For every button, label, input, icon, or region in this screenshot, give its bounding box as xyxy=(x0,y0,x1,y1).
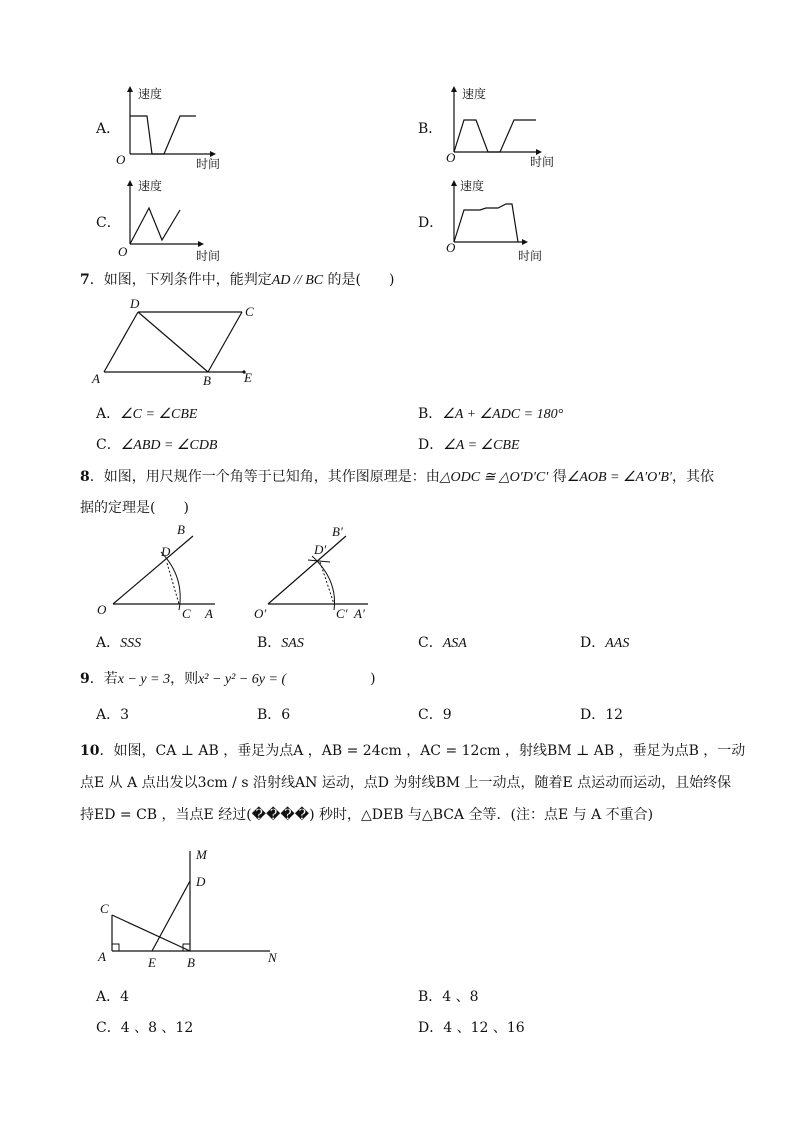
label-e: E xyxy=(244,370,252,385)
speed-time-graph-a xyxy=(112,84,242,174)
label-a: A xyxy=(98,949,106,964)
option-letter: C． xyxy=(96,437,121,453)
stem-triangles: △ODC ≅ △O′D′C′ xyxy=(439,470,549,485)
option-text: ∠ABD = ∠CDB xyxy=(120,438,218,453)
option-c[interactable] xyxy=(96,1019,193,1037)
option-letter: A． xyxy=(96,707,121,723)
option-letter: A． xyxy=(96,989,121,1005)
option-d[interactable] xyxy=(418,436,520,455)
label-b: B xyxy=(203,373,211,388)
q9-stem xyxy=(80,670,376,689)
label-m: M xyxy=(196,847,207,862)
stem-expression: x² − y² − 6y = ( xyxy=(198,672,287,687)
stem-text: ．如图，下列条件中，能判定 xyxy=(89,272,272,288)
y-axis-label: 速度 xyxy=(462,87,487,101)
option-letter: D． xyxy=(418,437,444,453)
q8-figure-copied-angle xyxy=(250,522,390,622)
option-d[interactable] xyxy=(580,706,623,724)
q7-stem xyxy=(80,271,394,290)
q8-stem-line1 xyxy=(80,468,714,487)
option-b[interactable] xyxy=(418,988,479,1006)
option-letter: D． xyxy=(418,215,444,231)
stem-angle-equation: ∠AOB = ∠A′O′B′ xyxy=(566,470,672,485)
option-text: SAS xyxy=(281,636,304,651)
y-axis-label: 速度 xyxy=(138,179,163,193)
option-b[interactable] xyxy=(257,706,290,724)
stem-blank: ) xyxy=(286,671,376,687)
option-letter: D． xyxy=(580,707,606,723)
option-letter: D． xyxy=(580,635,606,651)
option-a[interactable] xyxy=(96,405,197,424)
option-letter: C． xyxy=(96,1020,121,1036)
x-axis-label: 时间 xyxy=(196,249,221,263)
label-o-prime: O′ xyxy=(254,606,267,621)
q7-figure xyxy=(90,298,270,388)
option-text: ∠C = ∠CBE xyxy=(120,407,198,422)
origin-label: O xyxy=(116,152,126,167)
speed-time-graph-d xyxy=(436,178,566,268)
option-letter: A． xyxy=(96,121,121,137)
option-letter: D． xyxy=(418,1020,444,1036)
option-letter: A． xyxy=(96,635,121,651)
option-d[interactable] xyxy=(580,634,629,653)
label-a: A xyxy=(205,606,213,621)
label-d: D xyxy=(161,544,171,559)
option-c[interactable] xyxy=(418,706,452,724)
option-b[interactable] xyxy=(418,405,563,424)
option-letter: B． xyxy=(418,989,443,1005)
option-letter: B． xyxy=(418,406,443,422)
question-number: 10 xyxy=(80,743,100,759)
option-text: ASA xyxy=(442,636,467,651)
label-c-prime: C′ xyxy=(336,606,348,621)
label-b: B xyxy=(187,955,195,970)
origin-label: O xyxy=(118,244,128,259)
label-o: O xyxy=(97,602,107,617)
option-text: 4 xyxy=(120,989,130,1005)
label-d: D xyxy=(130,296,140,311)
stem-text: ．如图，用尺规作一个角等于已知角，其作图原理是：由 xyxy=(89,469,440,485)
option-letter: C． xyxy=(418,707,443,723)
option-letter: C． xyxy=(96,215,121,231)
option-a[interactable] xyxy=(96,988,129,1006)
stem-condition: x − y = 3 xyxy=(117,672,171,687)
option-letter: C． xyxy=(418,635,443,651)
label-c: C xyxy=(245,304,254,319)
stem-text: ．若 xyxy=(89,671,118,687)
speed-time-graph-c xyxy=(112,178,242,268)
stem-text-end: 的是( ) xyxy=(323,272,395,288)
option-text: 3 xyxy=(120,707,130,723)
question-number: 7 xyxy=(80,272,90,288)
origin-label: O xyxy=(446,240,456,255)
q8-figure-original-angle xyxy=(95,522,235,622)
question-number: 8 xyxy=(80,469,90,485)
option-letter: B． xyxy=(257,635,282,651)
stem-text: ．如图，CA ⊥ AB ，垂足为点A ，AB = 24cm ，AC = 12cm ，射线BM ⊥ AB ，垂足为点B ，一动 xyxy=(99,743,746,759)
option-text: 9 xyxy=(442,707,452,723)
stem-text: ，则 xyxy=(170,671,199,687)
option-text: 4 、8 xyxy=(442,989,479,1005)
option-letter: B． xyxy=(418,121,443,137)
label-n: N xyxy=(268,950,277,965)
q8-stem-line2: 据的定理是( ) xyxy=(80,500,189,516)
label-d: D xyxy=(196,874,206,889)
option-d[interactable] xyxy=(418,1019,525,1037)
option-letter: A． xyxy=(96,406,121,422)
option-c[interactable] xyxy=(418,634,467,653)
label-b-prime: B′ xyxy=(332,524,343,539)
option-a[interactable] xyxy=(96,706,129,724)
option-text: 4 、8 、12 xyxy=(120,1020,194,1036)
q10-stem-line2: 点E 从 A 点出发以3cm / s 沿射线AN 运动，点D 为射线BM 上一动点，随着E 点运动而运动，且始终保 xyxy=(80,775,732,791)
option-b[interactable] xyxy=(257,634,304,653)
option-text: ∠A = ∠CBE xyxy=(443,438,520,453)
stem-text: 得 xyxy=(548,469,567,485)
option-text: 4 、12 、16 xyxy=(443,1020,525,1036)
y-axis-label: 速度 xyxy=(138,87,163,101)
y-axis-label: 速度 xyxy=(460,179,485,193)
option-text: AAS xyxy=(605,636,630,651)
option-c[interactable] xyxy=(96,436,217,455)
option-letter: B． xyxy=(257,707,282,723)
x-axis-label: 时间 xyxy=(196,157,221,171)
q10-stem-line1 xyxy=(80,742,745,760)
label-a: A xyxy=(92,371,100,386)
option-text: 12 xyxy=(605,707,624,723)
option-text: 6 xyxy=(281,707,291,723)
stem-text: ，其依 xyxy=(671,469,714,485)
option-text: ∠A + ∠ADC = 180° xyxy=(442,407,564,422)
label-e: E xyxy=(148,955,156,970)
label-c: C xyxy=(100,901,109,916)
q10-stem-line3: 持ED = CB ，当点E 经过(����) 秒时，△DEB 与△BCA 全等．(注：点E 与 A 不重合) xyxy=(80,807,654,823)
q10-figure xyxy=(90,845,290,970)
speed-time-graph-b xyxy=(436,84,566,174)
question-number: 9 xyxy=(80,671,90,687)
option-text: SSS xyxy=(120,636,142,651)
x-axis-label: 时间 xyxy=(530,155,555,169)
label-b: B xyxy=(177,522,185,537)
label-d-prime: D′ xyxy=(314,542,327,557)
option-a[interactable] xyxy=(96,634,141,653)
origin-label: O xyxy=(446,150,456,165)
stem-math: AD // BC xyxy=(271,273,324,288)
label-c: C xyxy=(182,606,191,621)
x-axis-label: 时间 xyxy=(518,249,543,263)
label-a-prime: A′ xyxy=(354,606,365,621)
